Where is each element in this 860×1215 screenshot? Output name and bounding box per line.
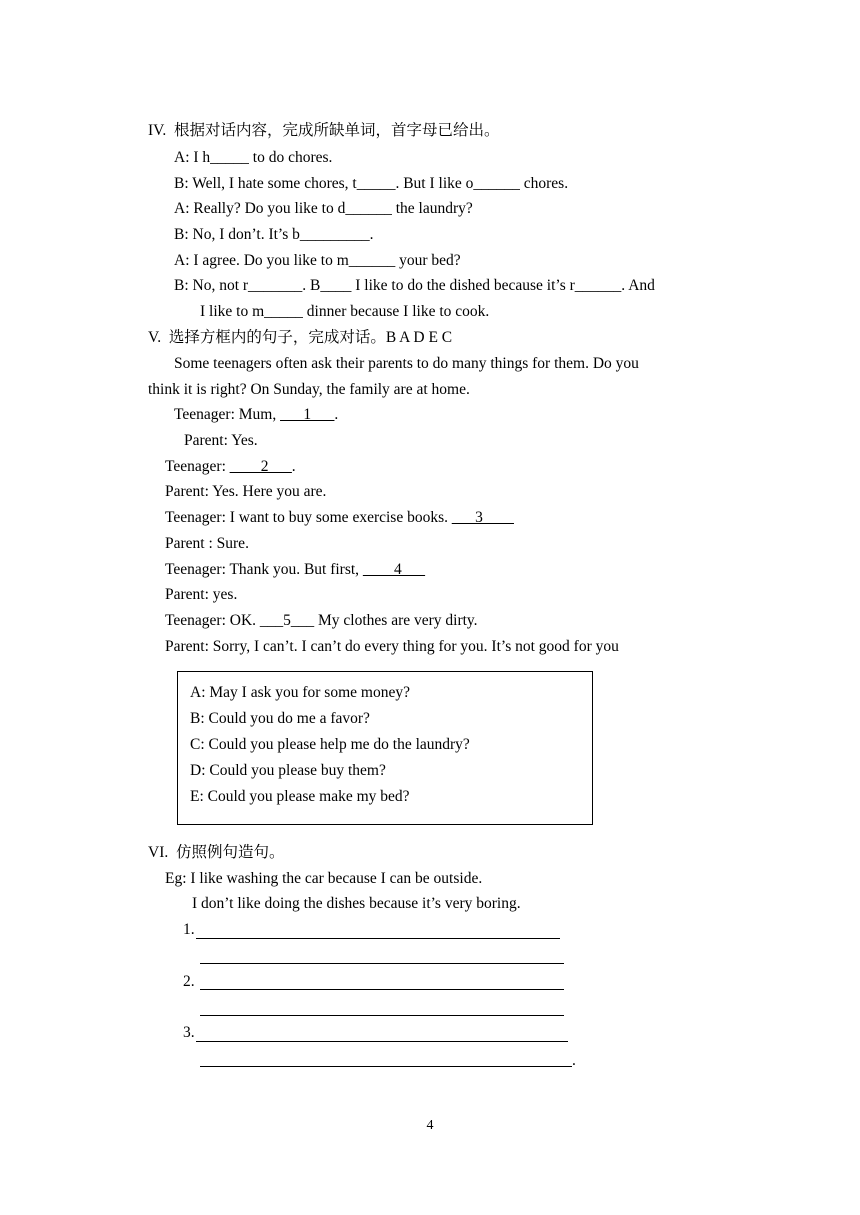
example-sentence: Eg: I like washing the car because I can be outside. (165, 870, 483, 887)
dialogue-line: Teenager: ____2___. (165, 458, 296, 475)
dialogue-line: B: No, not r_______. B____ I like to do the dished because it’s r______. And (174, 277, 655, 294)
blank-1: ___1___ (280, 406, 335, 423)
blank-2: ____2___ (229, 458, 292, 475)
answer-number: 3. (183, 1024, 195, 1041)
section-5-heading: V. 选择方框内的句子，完成对话。B A D E C (148, 329, 453, 346)
option-c: C: Could you please help me do the laundry? (190, 736, 470, 753)
answer-number: 1. (183, 921, 195, 938)
answer-line[interactable] (200, 963, 564, 964)
dialogue-line: Parent: Yes. (184, 432, 258, 449)
option-d: D: Could you please buy them? (190, 762, 386, 779)
dialogue-line: A: Really? Do you like to d______ the laundry? (174, 200, 473, 217)
dialogue-line: Teenager: I want to buy some exercise books. ___3____ (165, 509, 514, 526)
page-number: 4 (426, 1118, 434, 1133)
answer-line[interactable] (200, 1015, 564, 1016)
section-4-heading: IV. 根据对话内容，完成所缺单词，首字母已给出。 (148, 122, 500, 139)
dialogue-line: A: I agree. Do you like to m______ your bed? (174, 252, 461, 269)
blank-3: ___3____ (451, 509, 514, 526)
dialogue-line: Parent: Yes. Here you are. (165, 483, 327, 500)
option-b: B: Could you do me a favor? (190, 710, 370, 727)
dialogue-line: B: No, I don’t. It’s b_________. (174, 226, 374, 243)
dialogue-line: B: Well, I hate some chores, t_____. But I like o______ chores. (174, 175, 569, 192)
option-e: E: Could you please make my bed? (190, 788, 410, 805)
dialogue-line: Parent: Sorry, I can’t. I can’t do every thing for you. It’s not good for you (165, 638, 619, 655)
answer-line[interactable] (196, 938, 560, 939)
dialogue-line: A: I h_____ to do chores. (174, 149, 333, 166)
blank-4: ____4___ (362, 561, 425, 578)
section-6-heading: VI. 仿照例句造句。 (148, 844, 285, 861)
options-box (177, 671, 593, 825)
dialogue-line: Parent : Sure. (165, 535, 249, 552)
answer-line[interactable] (200, 1066, 572, 1067)
answer-number: 2. (183, 973, 195, 990)
period-mark: . (572, 1052, 576, 1069)
intro-text: think it is right? On Sunday, the family are at home. (148, 381, 470, 398)
intro-text: Some teenagers often ask their parents to do many things for them. Do you (174, 355, 639, 372)
dialogue-line: Parent: yes. (165, 586, 238, 603)
dialogue-line: Teenager: Thank you. But first, ____4___ (165, 561, 425, 578)
answer-line[interactable] (196, 1041, 568, 1042)
answer-line[interactable] (200, 989, 564, 990)
example-sentence: I don’t like doing the dishes because it’s very boring. (192, 895, 521, 912)
option-a: A: May I ask you for some money? (190, 684, 410, 701)
dialogue-line: Teenager: Mum, ___1___. (174, 406, 339, 423)
dialogue-line: Teenager: OK. ___5___ My clothes are very dirty. (165, 612, 478, 629)
dialogue-line: I like to m_____ dinner because I like to cook. (200, 303, 490, 320)
